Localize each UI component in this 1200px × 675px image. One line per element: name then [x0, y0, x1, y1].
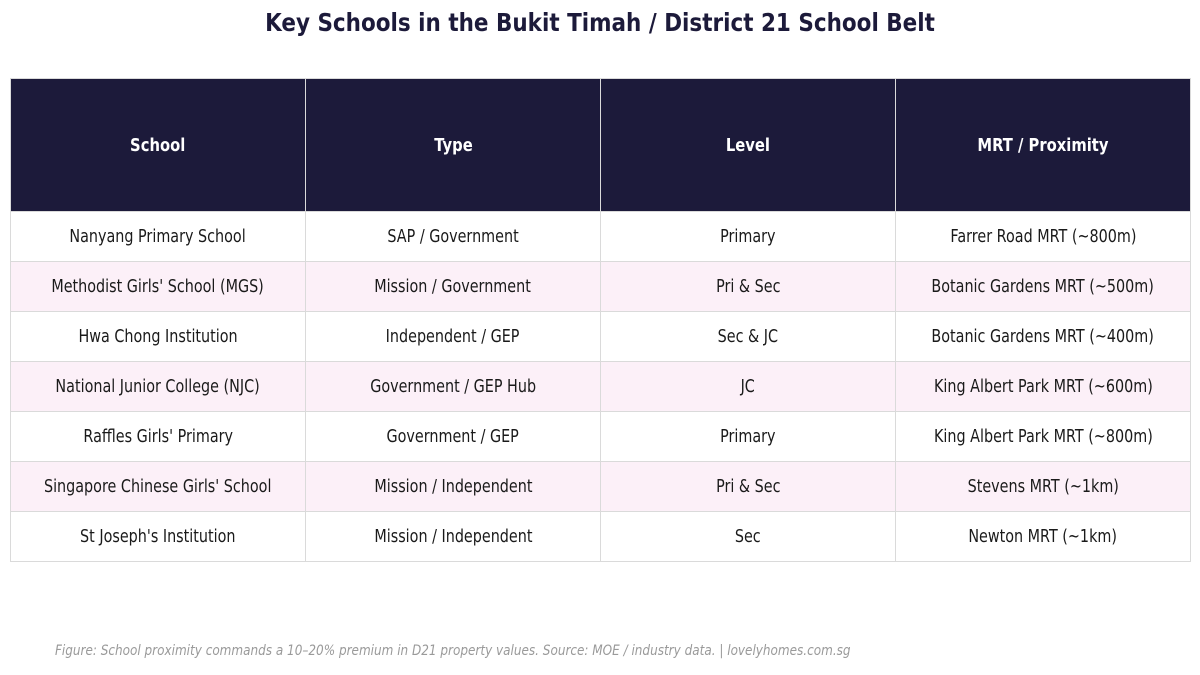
table-row — [11, 462, 1191, 512]
table-row — [11, 312, 1191, 362]
cell-text: Pri & Sec — [715, 276, 781, 297]
table-row — [11, 262, 1191, 312]
cell-text: Nanyang Primary School — [69, 226, 247, 247]
page-title: Key Schools in the Bukit Timah / District 21 School Belt — [265, 8, 935, 37]
cell-text: Newton MRT (~1km) — [968, 526, 1118, 547]
level-cell — [601, 512, 896, 562]
mrt-cell — [896, 512, 1191, 562]
cell-text: Botanic Gardens MRT (~500m) — [931, 276, 1155, 297]
level-cell — [601, 212, 896, 262]
type-cell — [306, 312, 601, 362]
cell-text: Singapore Chinese Girls' School — [44, 476, 272, 497]
mrt-cell — [896, 412, 1191, 462]
type-cell — [306, 212, 601, 262]
level-cell — [601, 362, 896, 412]
level-cell — [601, 312, 896, 362]
table-row — [11, 212, 1191, 262]
school-cell — [11, 262, 306, 312]
mrt-cell — [896, 312, 1191, 362]
cell-text: St Joseph's Institution — [80, 526, 236, 547]
schools-table — [10, 78, 1191, 562]
header-row — [11, 79, 1191, 212]
type-cell — [306, 362, 601, 412]
cell-text: Mission / Independent — [373, 476, 533, 497]
cell-text: Pri & Sec — [715, 476, 781, 497]
column-header-mrt-proximity — [896, 79, 1191, 212]
cell-text: Primary — [720, 226, 776, 247]
cell-text: Methodist Girls' School (MGS) — [51, 276, 265, 297]
cell-text: Primary — [720, 426, 776, 447]
type-cell — [306, 262, 601, 312]
school-cell — [11, 212, 306, 262]
mrt-cell — [896, 462, 1191, 512]
school-cell — [11, 512, 306, 562]
cell-text: Stevens MRT (~1km) — [967, 476, 1119, 497]
school-cell — [11, 462, 306, 512]
cell-text: King Albert Park MRT (~600m) — [933, 376, 1153, 397]
mrt-cell — [896, 212, 1191, 262]
column-header-level — [601, 79, 896, 212]
level-cell — [601, 262, 896, 312]
table-row — [11, 412, 1191, 462]
column-header-label: School — [130, 134, 186, 156]
type-cell — [306, 412, 601, 462]
type-cell — [306, 462, 601, 512]
cell-text: Raffles Girls' Primary — [83, 426, 233, 447]
cell-text: SAP / Government — [387, 226, 519, 247]
cell-text: Mission / Independent — [373, 526, 533, 547]
cell-text: Farrer Road MRT (~800m) — [949, 226, 1137, 247]
cell-text: Independent / GEP — [386, 326, 520, 347]
column-header-label: Type — [433, 134, 473, 156]
column-header-type — [306, 79, 601, 212]
cell-text: Sec & JC — [717, 326, 779, 347]
cell-text: Botanic Gardens MRT (~400m) — [931, 326, 1155, 347]
cell-text: Government / GEP Hub — [370, 376, 536, 397]
school-cell — [11, 362, 306, 412]
table-header — [11, 79, 1191, 212]
column-header-label: MRT / Proximity — [977, 134, 1109, 156]
table-row — [11, 512, 1191, 562]
figure-caption: Figure: School proximity commands a 10–20% premium in D21 property values. Source: MOE / industry data. | lovelyhomes.com.sg — [55, 643, 851, 659]
cell-text: National Junior College (NJC) — [55, 376, 261, 397]
cell-text: Government / GEP — [386, 426, 520, 447]
cell-text: Mission / Government — [374, 276, 532, 297]
table-row — [11, 362, 1191, 412]
level-cell — [601, 412, 896, 462]
column-header-label: Level — [725, 134, 771, 156]
mrt-cell — [896, 362, 1191, 412]
cell-text: King Albert Park MRT (~800m) — [933, 426, 1153, 447]
cell-text: Hwa Chong Institution — [78, 326, 238, 347]
type-cell — [306, 512, 601, 562]
cell-text: JC — [740, 376, 756, 397]
table-body — [11, 212, 1191, 562]
school-cell — [11, 312, 306, 362]
mrt-cell — [896, 262, 1191, 312]
level-cell — [601, 462, 896, 512]
column-header-school — [11, 79, 306, 212]
school-cell — [11, 412, 306, 462]
cell-text: Sec — [735, 526, 761, 547]
